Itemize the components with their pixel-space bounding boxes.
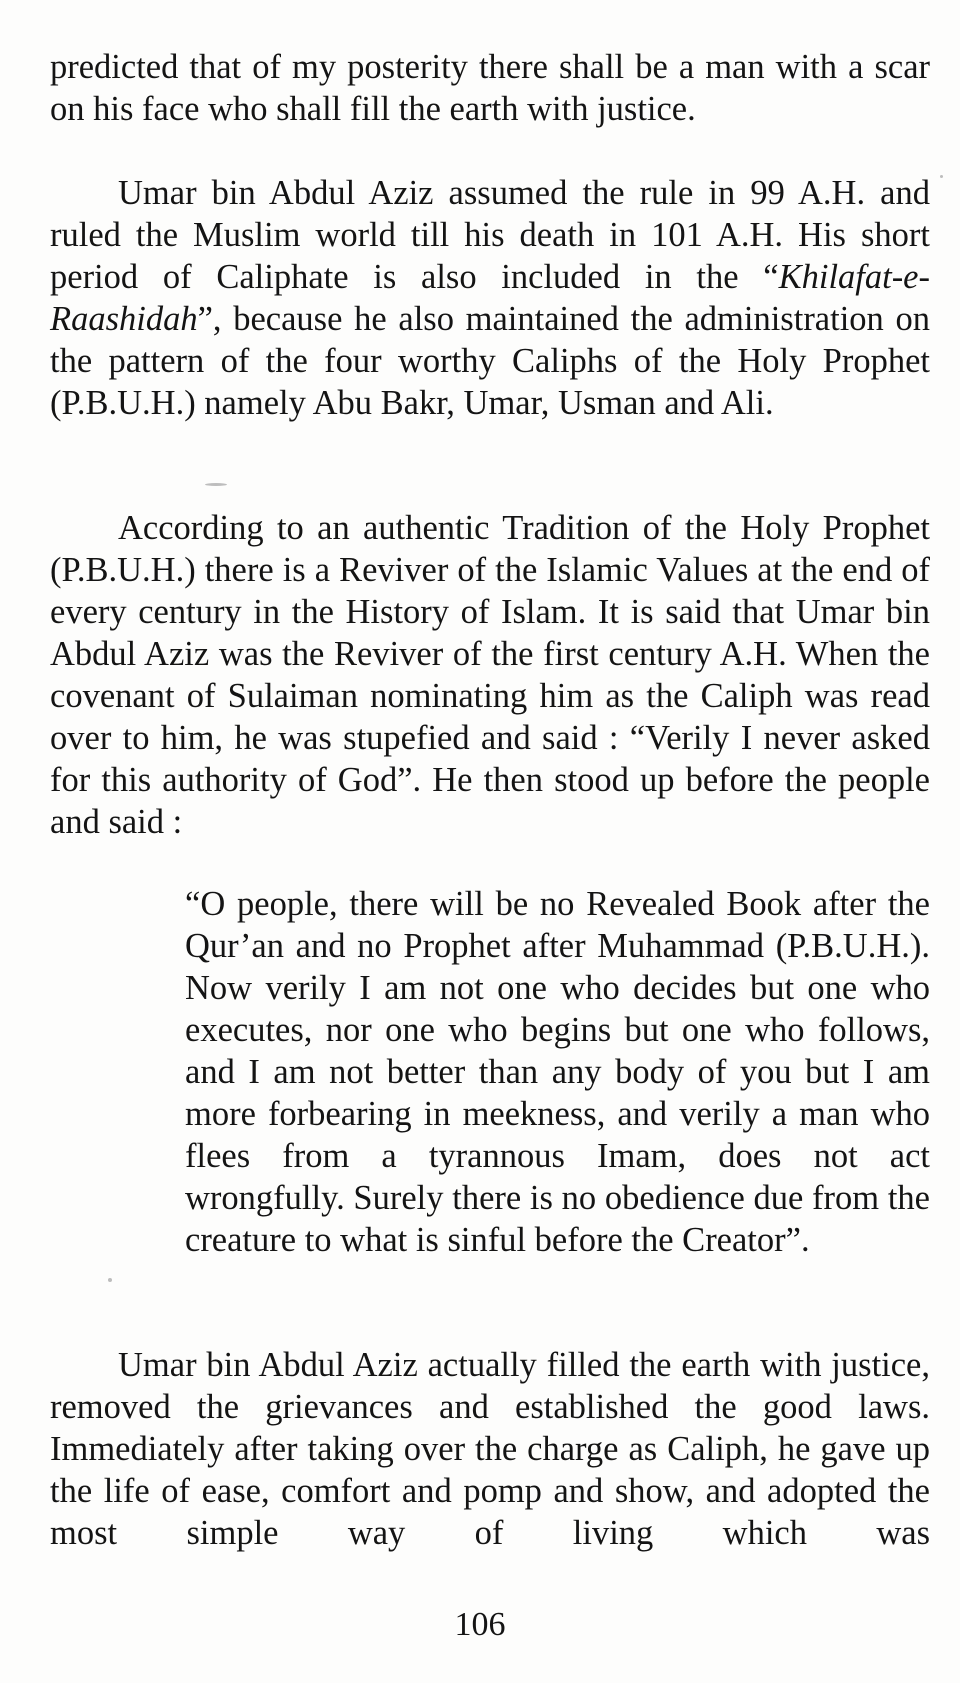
- paragraph-reviver: [50, 507, 930, 843]
- block-quote: [185, 883, 930, 1261]
- paragraph-text-end: ”, because he also maintained the administration on the pattern of the four worthy Caliphs of the Holy Prophet (P.B.U.H.) namely Abu Bakr, Umar, Usman and Ali.: [50, 300, 930, 422]
- paragraph-text: predicted that of my posterity there shall be a man with a scar on his face who shall fill the earth with justice.: [50, 48, 930, 128]
- paragraph-text: According to an authentic Tradition of the Holy Prophet (P.B.U.H.) there is a Reviver of the Islamic Values at the end of every century in the History of Islam. It is said that Umar bin Abdul Aziz was the Reviver of the first century A.H. When the covenant of Sulaiman nominating him as the Caliph was read over to him, he was stupefied and said : “Verily I never asked for this authority of God”. He then stood up before the people and said :: [50, 509, 930, 841]
- paragraph-text-start: Umar bin Abdul Aziz assumed the rule in 99 A.H. and ruled the Muslim world till his death in 101 A.H. His short period of Caliphate is also included in the “: [50, 174, 930, 296]
- paragraph-justice: [50, 1344, 930, 1554]
- scan-speck: [205, 483, 227, 486]
- italic-term: Khilafat-e-Raashidah: [50, 258, 930, 338]
- paragraph-khilafat: [50, 172, 930, 424]
- page-number: 106: [454, 1606, 506, 1643]
- scan-speck: [940, 175, 943, 178]
- quote-text: “O people, there will be no Revealed Book after the Qur’an and no Prophet after Muhammad (P.B.U.H.). Now verily I am not one who decides but one who executes, nor one who begins but one who follows, and I am not better than any body of you but I am more forbearing in meekness, and verily a man who flees from a tyrannous Imam, does not act wrongfully. Surely there is no obedience due from the creature to what is sinful before the Creator”.: [185, 885, 930, 1259]
- paragraph-text: [50, 172, 930, 424]
- scan-speck: [108, 1278, 112, 1282]
- paragraph-continuation: [50, 46, 930, 130]
- paragraph-text: Umar bin Abdul Aziz actually filled the earth with justice, removed the grievances and established the good laws. Immediately after taking over the charge as Caliph, he gave up the life of ease, comfort and pomp and show, and adopted the most simple way of living which was: [50, 1346, 930, 1552]
